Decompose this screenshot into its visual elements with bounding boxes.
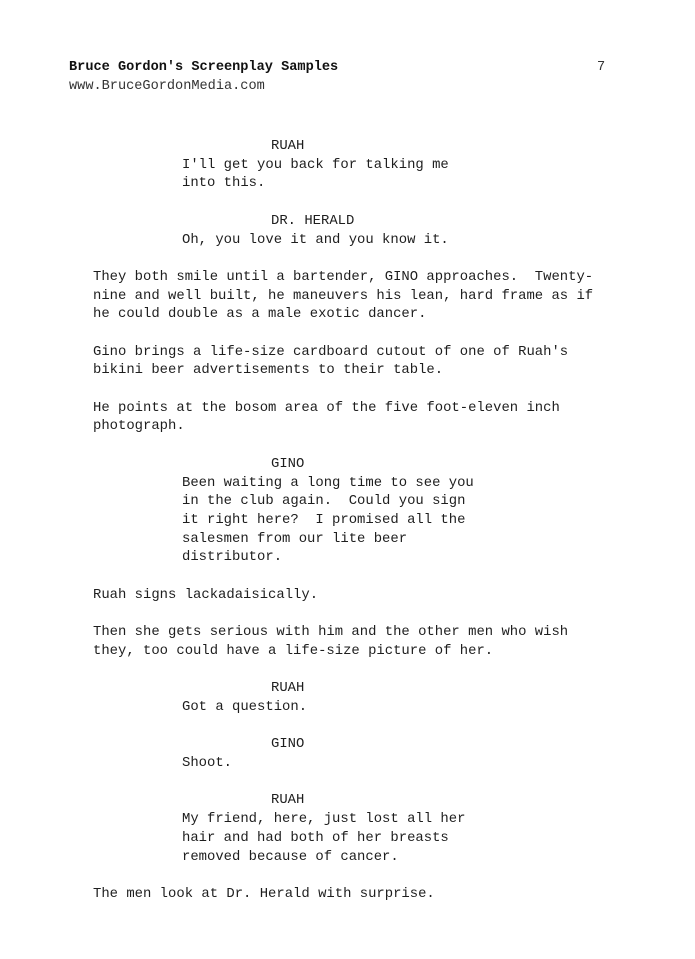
- spacer: [0, 324, 695, 343]
- action-line: He points at the bosom area of the five foot-eleven inch: [93, 399, 560, 416]
- character-name: GINO: [271, 736, 305, 753]
- dialogue-line: into this.: [182, 175, 266, 192]
- dialogue-line: in the club again. Could you sign: [182, 493, 466, 510]
- dialogue-line: Been waiting a long time to see you: [182, 474, 474, 491]
- spacer: [0, 866, 695, 885]
- action-line: he could double as a male exotic dancer.: [93, 306, 427, 323]
- dialogue-line: Oh, you love it and you know it.: [182, 231, 449, 248]
- dialogue-line: My friend, here, just lost all her: [182, 811, 466, 828]
- action-line: they, too could have a life-size picture of her.: [93, 642, 494, 659]
- screenplay-body: [0, 137, 695, 904]
- spacer: [0, 249, 695, 268]
- spacer: [0, 773, 695, 792]
- character-name: DR. HERALD: [271, 212, 355, 229]
- dialogue-line: it right here? I promised all the: [182, 511, 466, 528]
- spacer: [0, 567, 695, 586]
- dialogue-line: removed because of cancer.: [182, 848, 399, 865]
- dialogue-line: Shoot.: [182, 755, 233, 772]
- character-name: GINO: [271, 455, 305, 472]
- spacer: [0, 717, 695, 736]
- header-url: www.BruceGordonMedia.com: [69, 79, 265, 94]
- spacer: [0, 380, 695, 399]
- action-line: bikini beer advertisements to their table.: [93, 362, 444, 379]
- character-name: RUAH: [271, 138, 305, 154]
- page-number: 7: [597, 60, 606, 75]
- spacer: [0, 193, 695, 212]
- action-line: They both smile until a bartender, GINO approaches. Twenty-: [93, 268, 594, 285]
- action-line: Gino brings a life-size cardboard cutout of one of Ruah's: [93, 343, 569, 360]
- character-name: RUAH: [271, 792, 305, 809]
- dialogue-line: Got a question.: [182, 698, 308, 715]
- action-line: The men look at Dr. Herald with surprise.: [93, 885, 435, 902]
- action-line: Then she gets serious with him and the other men who wish: [93, 624, 569, 641]
- character-name: RUAH: [271, 680, 305, 697]
- dialogue-line: I'll get you back for talking me: [182, 156, 449, 173]
- dialogue-line: distributor.: [182, 549, 283, 566]
- action-line: photograph.: [93, 418, 185, 435]
- action-line: nine and well built, he maneuvers his lean, hard frame as if: [93, 287, 594, 304]
- action-line: Ruah signs lackadaisically.: [93, 586, 319, 603]
- spacer: [0, 661, 695, 680]
- header-title: Bruce Gordon's Screenplay Samples: [69, 60, 339, 75]
- dialogue-line: hair and had both of her breasts: [182, 829, 449, 846]
- spacer: [0, 604, 695, 623]
- spacer: [0, 436, 695, 455]
- dialogue-line: salesmen from our lite beer: [182, 530, 408, 547]
